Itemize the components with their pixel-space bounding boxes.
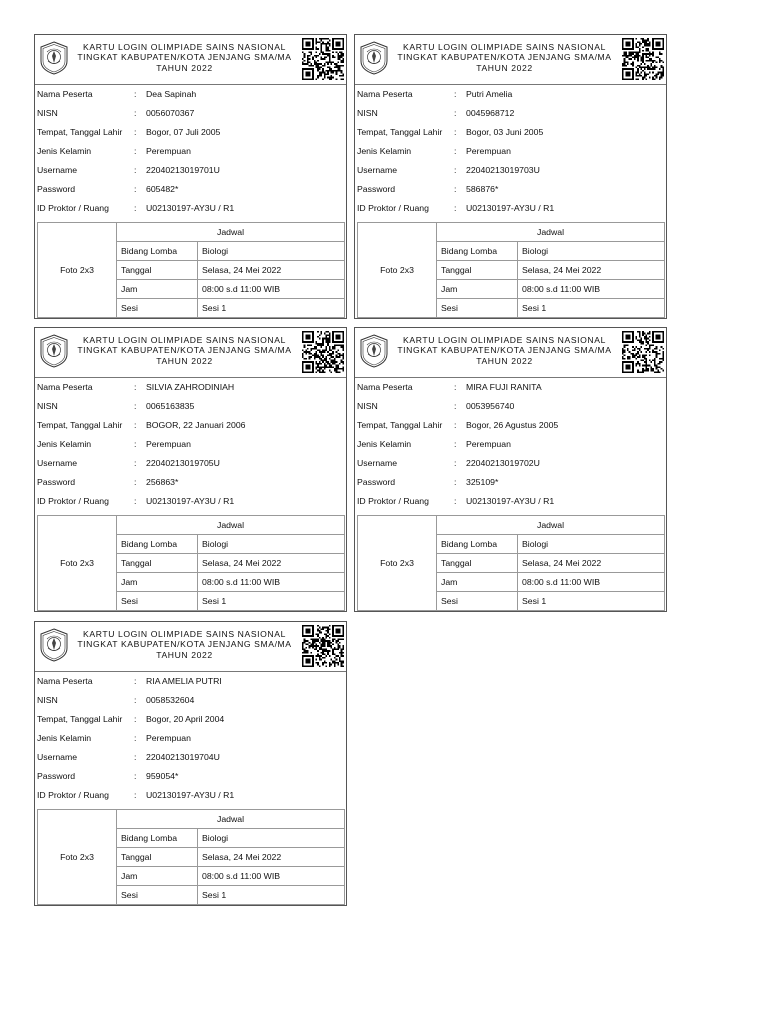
value-sesi: Sesi 1 bbox=[198, 886, 345, 905]
label-proktor: ID Proktor / Ruang bbox=[357, 496, 429, 506]
row-ttl bbox=[357, 123, 662, 142]
label-ttl: Tempat, Tanggal Lahir bbox=[37, 420, 123, 430]
separator: : bbox=[454, 382, 457, 392]
label-ttl: Tempat, Tanggal Lahir bbox=[37, 127, 123, 137]
value-nisn: 0053956740 bbox=[466, 401, 515, 411]
separator: : bbox=[454, 127, 457, 137]
label-username: Username bbox=[37, 165, 78, 175]
row-nisn bbox=[37, 691, 342, 710]
separator: : bbox=[134, 89, 137, 99]
separator: : bbox=[454, 89, 457, 99]
label-jenis-kelamin: Jenis Kelamin bbox=[357, 146, 412, 156]
value-ttl: Bogor, 03 Juni 2005 bbox=[466, 127, 544, 137]
value-nisn: 0056070367 bbox=[146, 108, 195, 118]
separator: : bbox=[454, 458, 457, 468]
label-jenis-kelamin: Jenis Kelamin bbox=[37, 733, 92, 743]
value-jenis-kelamin: Perempuan bbox=[146, 439, 191, 449]
tut-wuri-handayani-logo-icon bbox=[39, 334, 69, 368]
qr-code-icon bbox=[302, 38, 344, 80]
value-jam: 08:00 s.d 11:00 WIB bbox=[518, 573, 665, 592]
label-bidang: Bidang Lomba bbox=[117, 829, 198, 848]
value-nama: Dea Sapinah bbox=[146, 89, 197, 99]
separator: : bbox=[454, 203, 457, 213]
value-bidang: Biologi bbox=[518, 242, 665, 261]
participant-details bbox=[37, 378, 342, 511]
schedule-table bbox=[357, 222, 665, 318]
value-jenis-kelamin: Perempuan bbox=[466, 146, 511, 156]
separator: : bbox=[134, 184, 137, 194]
label-username: Username bbox=[357, 165, 398, 175]
row-nama bbox=[37, 378, 342, 397]
label-bidang: Bidang Lomba bbox=[117, 535, 198, 554]
value-password: 605482* bbox=[146, 184, 179, 194]
separator: : bbox=[134, 733, 137, 743]
qr-code-icon bbox=[622, 38, 664, 80]
row-jenis-kelamin bbox=[37, 435, 342, 454]
separator: : bbox=[134, 420, 137, 430]
value-username: 22040213019701U bbox=[146, 165, 220, 175]
label-nama: Nama Peserta bbox=[37, 676, 93, 686]
separator: : bbox=[134, 752, 137, 762]
label-password: Password bbox=[357, 477, 396, 487]
value-bidang: Biologi bbox=[518, 535, 665, 554]
label-username: Username bbox=[357, 458, 398, 468]
label-jenis-kelamin: Jenis Kelamin bbox=[37, 146, 92, 156]
label-username: Username bbox=[37, 458, 78, 468]
value-password: 959054* bbox=[146, 771, 179, 781]
value-tanggal: Selasa, 24 Mei 2022 bbox=[518, 261, 665, 280]
row-proktor bbox=[357, 492, 662, 511]
value-bidang: Biologi bbox=[198, 535, 345, 554]
card-title-line-2: TINGKAT KABUPATEN/KOTA JENJANG SMA/MA bbox=[397, 52, 612, 63]
label-ttl: Tempat, Tanggal Lahir bbox=[37, 714, 123, 724]
row-nisn bbox=[357, 104, 662, 123]
value-nama: Putri Amelia bbox=[466, 89, 513, 99]
row-ttl bbox=[37, 416, 342, 435]
photo-placeholder: Foto 2x3 bbox=[358, 516, 437, 611]
card-title-line-3: TAHUN 2022 bbox=[476, 62, 533, 73]
value-sesi: Sesi 1 bbox=[198, 592, 345, 611]
card-title-line-1: KARTU LOGIN OLIMPIADE SAINS NASIONAL bbox=[403, 42, 606, 52]
row-nisn bbox=[357, 397, 662, 416]
separator: : bbox=[134, 477, 137, 487]
card-title-line-1: KARTU LOGIN OLIMPIADE SAINS NASIONAL bbox=[83, 335, 286, 345]
row-jenis-kelamin bbox=[357, 435, 662, 454]
row-password bbox=[37, 473, 342, 492]
tut-wuri-handayani-logo-icon bbox=[359, 334, 389, 368]
photo-placeholder: Foto 2x3 bbox=[38, 223, 117, 318]
card-title-line-2: TINGKAT KABUPATEN/KOTA JENJANG SMA/MA bbox=[77, 639, 292, 650]
value-sesi: Sesi 1 bbox=[518, 299, 665, 318]
separator: : bbox=[134, 790, 137, 800]
row-nisn bbox=[37, 397, 342, 416]
row-nama bbox=[37, 672, 342, 691]
separator: : bbox=[454, 165, 457, 175]
value-proktor: U02130197-AY3U / R1 bbox=[146, 790, 235, 800]
row-proktor bbox=[357, 199, 662, 218]
separator: : bbox=[454, 439, 457, 449]
row-username bbox=[37, 161, 342, 180]
participant-details bbox=[357, 378, 662, 511]
separator: : bbox=[134, 146, 137, 156]
separator: : bbox=[454, 477, 457, 487]
row-username bbox=[37, 748, 342, 767]
card-header bbox=[355, 35, 666, 85]
row-nama bbox=[357, 85, 662, 104]
label-bidang: Bidang Lomba bbox=[117, 242, 198, 261]
value-tanggal: Selasa, 24 Mei 2022 bbox=[198, 261, 345, 280]
schedule-header-row bbox=[38, 810, 345, 829]
label-password: Password bbox=[357, 184, 396, 194]
card-title bbox=[395, 335, 614, 366]
value-jam: 08:00 s.d 11:00 WIB bbox=[198, 867, 345, 886]
tut-wuri-handayani-logo-icon bbox=[39, 628, 69, 662]
label-tanggal: Tanggal bbox=[117, 554, 198, 573]
card-title bbox=[75, 335, 294, 366]
card-title-line-1: KARTU LOGIN OLIMPIADE SAINS NASIONAL bbox=[403, 335, 606, 345]
label-jenis-kelamin: Jenis Kelamin bbox=[357, 439, 412, 449]
separator: : bbox=[454, 108, 457, 118]
value-ttl: Bogor, 26 Agustus 2005 bbox=[466, 420, 559, 430]
value-jenis-kelamin: Perempuan bbox=[146, 733, 191, 743]
schedule-title: Jadwal bbox=[117, 223, 345, 242]
row-nisn bbox=[37, 104, 342, 123]
separator: : bbox=[134, 108, 137, 118]
row-jenis-kelamin bbox=[357, 142, 662, 161]
value-ttl: BOGOR, 22 Januari 2006 bbox=[146, 420, 246, 430]
separator: : bbox=[454, 496, 457, 506]
value-jam: 08:00 s.d 11:00 WIB bbox=[198, 280, 345, 299]
photo-placeholder: Foto 2x3 bbox=[358, 223, 437, 318]
label-password: Password bbox=[37, 771, 76, 781]
value-proktor: U02130197-AY3U / R1 bbox=[146, 203, 235, 213]
schedule-title: Jadwal bbox=[437, 516, 665, 535]
row-jenis-kelamin bbox=[37, 142, 342, 161]
value-bidang: Biologi bbox=[198, 242, 345, 261]
value-username: 22040213019703U bbox=[466, 165, 540, 175]
card-title-line-2: TINGKAT KABUPATEN/KOTA JENJANG SMA/MA bbox=[77, 52, 292, 63]
card-title bbox=[75, 42, 294, 73]
card-header bbox=[355, 328, 666, 378]
value-nisn: 0058532604 bbox=[146, 695, 195, 705]
label-jam: Jam bbox=[437, 573, 518, 592]
photo-placeholder: Foto 2x3 bbox=[38, 516, 117, 611]
row-username bbox=[357, 454, 662, 473]
label-nama: Nama Peserta bbox=[37, 382, 93, 392]
value-nisn: 0065163835 bbox=[146, 401, 195, 411]
value-tanggal: Selasa, 24 Mei 2022 bbox=[198, 848, 345, 867]
label-jam: Jam bbox=[437, 280, 518, 299]
value-sesi: Sesi 1 bbox=[518, 592, 665, 611]
value-nama: RIA AMELIA PUTRI bbox=[146, 676, 222, 686]
separator: : bbox=[134, 439, 137, 449]
row-ttl bbox=[357, 416, 662, 435]
row-ttl bbox=[37, 123, 342, 142]
value-bidang: Biologi bbox=[198, 829, 345, 848]
value-proktor: U02130197-AY3U / R1 bbox=[466, 203, 555, 213]
separator: : bbox=[134, 714, 137, 724]
row-ttl bbox=[37, 710, 342, 729]
label-bidang: Bidang Lomba bbox=[437, 242, 518, 261]
separator: : bbox=[134, 165, 137, 175]
login-card bbox=[354, 327, 667, 612]
row-jenis-kelamin bbox=[37, 729, 342, 748]
label-nisn: NISN bbox=[357, 108, 378, 118]
label-sesi: Sesi bbox=[437, 299, 518, 318]
row-nama bbox=[357, 378, 662, 397]
photo-placeholder: Foto 2x3 bbox=[38, 810, 117, 905]
label-nisn: NISN bbox=[37, 401, 58, 411]
card-title-line-2: TINGKAT KABUPATEN/KOTA JENJANG SMA/MA bbox=[77, 345, 292, 356]
login-card bbox=[34, 621, 347, 906]
label-tanggal: Tanggal bbox=[437, 261, 518, 280]
row-username bbox=[357, 161, 662, 180]
login-card bbox=[354, 34, 667, 319]
separator: : bbox=[454, 420, 457, 430]
value-nama: SILVIA ZAHRODINIAH bbox=[146, 382, 235, 392]
row-password bbox=[357, 473, 662, 492]
value-password: 256863* bbox=[146, 477, 179, 487]
value-username: 22040213019704U bbox=[146, 752, 220, 762]
label-jam: Jam bbox=[117, 573, 198, 592]
schedule-header-row bbox=[358, 516, 665, 535]
separator: : bbox=[454, 401, 457, 411]
value-sesi: Sesi 1 bbox=[198, 299, 345, 318]
card-title-line-3: TAHUN 2022 bbox=[156, 355, 213, 366]
value-password: 325109* bbox=[466, 477, 499, 487]
label-nama: Nama Peserta bbox=[357, 382, 413, 392]
value-proktor: U02130197-AY3U / R1 bbox=[146, 496, 235, 506]
participant-details bbox=[357, 85, 662, 218]
row-password bbox=[37, 180, 342, 199]
label-proktor: ID Proktor / Ruang bbox=[37, 496, 109, 506]
card-header bbox=[35, 35, 346, 85]
row-nama bbox=[37, 85, 342, 104]
value-tanggal: Selasa, 24 Mei 2022 bbox=[518, 554, 665, 573]
label-nama: Nama Peserta bbox=[37, 89, 93, 99]
schedule-header-row bbox=[38, 516, 345, 535]
login-card bbox=[34, 327, 347, 612]
separator: : bbox=[134, 127, 137, 137]
value-jam: 08:00 s.d 11:00 WIB bbox=[518, 280, 665, 299]
schedule-title: Jadwal bbox=[117, 516, 345, 535]
schedule-header-row bbox=[358, 223, 665, 242]
value-password: 586876* bbox=[466, 184, 499, 194]
tut-wuri-handayani-logo-icon bbox=[39, 41, 69, 75]
value-username: 22040213019702U bbox=[466, 458, 540, 468]
value-jenis-kelamin: Perempuan bbox=[466, 439, 511, 449]
row-proktor bbox=[37, 786, 342, 805]
label-bidang: Bidang Lomba bbox=[437, 535, 518, 554]
separator: : bbox=[134, 458, 137, 468]
value-ttl: Bogor, 07 Juli 2005 bbox=[146, 127, 221, 137]
card-title bbox=[75, 629, 294, 660]
value-tanggal: Selasa, 24 Mei 2022 bbox=[198, 554, 345, 573]
card-header bbox=[35, 328, 346, 378]
qr-code-icon bbox=[302, 625, 344, 667]
card-header bbox=[35, 622, 346, 672]
label-tanggal: Tanggal bbox=[117, 261, 198, 280]
row-proktor bbox=[37, 492, 342, 511]
label-password: Password bbox=[37, 477, 76, 487]
label-jenis-kelamin: Jenis Kelamin bbox=[37, 439, 92, 449]
label-proktor: ID Proktor / Ruang bbox=[37, 203, 109, 213]
label-sesi: Sesi bbox=[117, 299, 198, 318]
schedule-table bbox=[37, 515, 345, 611]
label-sesi: Sesi bbox=[437, 592, 518, 611]
label-jam: Jam bbox=[117, 867, 198, 886]
qr-code-icon bbox=[302, 331, 344, 373]
label-jam: Jam bbox=[117, 280, 198, 299]
label-nisn: NISN bbox=[37, 108, 58, 118]
login-card bbox=[34, 34, 347, 319]
label-username: Username bbox=[37, 752, 78, 762]
value-ttl: Bogor, 20 April 2004 bbox=[146, 714, 225, 724]
label-sesi: Sesi bbox=[117, 592, 198, 611]
label-proktor: ID Proktor / Ruang bbox=[37, 790, 109, 800]
tut-wuri-handayani-logo-icon bbox=[359, 41, 389, 75]
label-tanggal: Tanggal bbox=[117, 848, 198, 867]
label-password: Password bbox=[37, 184, 76, 194]
label-ttl: Tempat, Tanggal Lahir bbox=[357, 420, 443, 430]
value-jam: 08:00 s.d 11:00 WIB bbox=[198, 573, 345, 592]
separator: : bbox=[134, 676, 137, 686]
card-title-line-1: KARTU LOGIN OLIMPIADE SAINS NASIONAL bbox=[83, 42, 286, 52]
card-title-line-3: TAHUN 2022 bbox=[156, 649, 213, 660]
card-title-line-3: TAHUN 2022 bbox=[156, 62, 213, 73]
value-nama: MIRA FUJI RANITA bbox=[466, 382, 542, 392]
row-username bbox=[37, 454, 342, 473]
qr-code-icon bbox=[622, 331, 664, 373]
separator: : bbox=[454, 184, 457, 194]
row-password bbox=[357, 180, 662, 199]
card-title-line-2: TINGKAT KABUPATEN/KOTA JENJANG SMA/MA bbox=[397, 345, 612, 356]
label-sesi: Sesi bbox=[117, 886, 198, 905]
card-title-line-1: KARTU LOGIN OLIMPIADE SAINS NASIONAL bbox=[83, 629, 286, 639]
separator: : bbox=[134, 401, 137, 411]
label-proktor: ID Proktor / Ruang bbox=[357, 203, 429, 213]
participant-details bbox=[37, 85, 342, 218]
value-proktor: U02130197-AY3U / R1 bbox=[466, 496, 555, 506]
schedule-title: Jadwal bbox=[437, 223, 665, 242]
schedule-table bbox=[357, 515, 665, 611]
schedule-table bbox=[37, 809, 345, 905]
separator: : bbox=[134, 695, 137, 705]
schedule-title: Jadwal bbox=[117, 810, 345, 829]
value-jenis-kelamin: Perempuan bbox=[146, 146, 191, 156]
separator: : bbox=[134, 771, 137, 781]
row-proktor bbox=[37, 199, 342, 218]
separator: : bbox=[134, 382, 137, 392]
card-title bbox=[395, 42, 614, 73]
participant-details bbox=[37, 672, 342, 805]
schedule-table bbox=[37, 222, 345, 318]
label-tanggal: Tanggal bbox=[437, 554, 518, 573]
schedule-header-row bbox=[38, 223, 345, 242]
separator: : bbox=[134, 496, 137, 506]
separator: : bbox=[134, 203, 137, 213]
label-nisn: NISN bbox=[357, 401, 378, 411]
value-nisn: 0045968712 bbox=[466, 108, 515, 118]
label-nama: Nama Peserta bbox=[357, 89, 413, 99]
row-password bbox=[37, 767, 342, 786]
card-title-line-3: TAHUN 2022 bbox=[476, 355, 533, 366]
label-nisn: NISN bbox=[37, 695, 58, 705]
value-username: 22040213019705U bbox=[146, 458, 220, 468]
label-ttl: Tempat, Tanggal Lahir bbox=[357, 127, 443, 137]
separator: : bbox=[454, 146, 457, 156]
